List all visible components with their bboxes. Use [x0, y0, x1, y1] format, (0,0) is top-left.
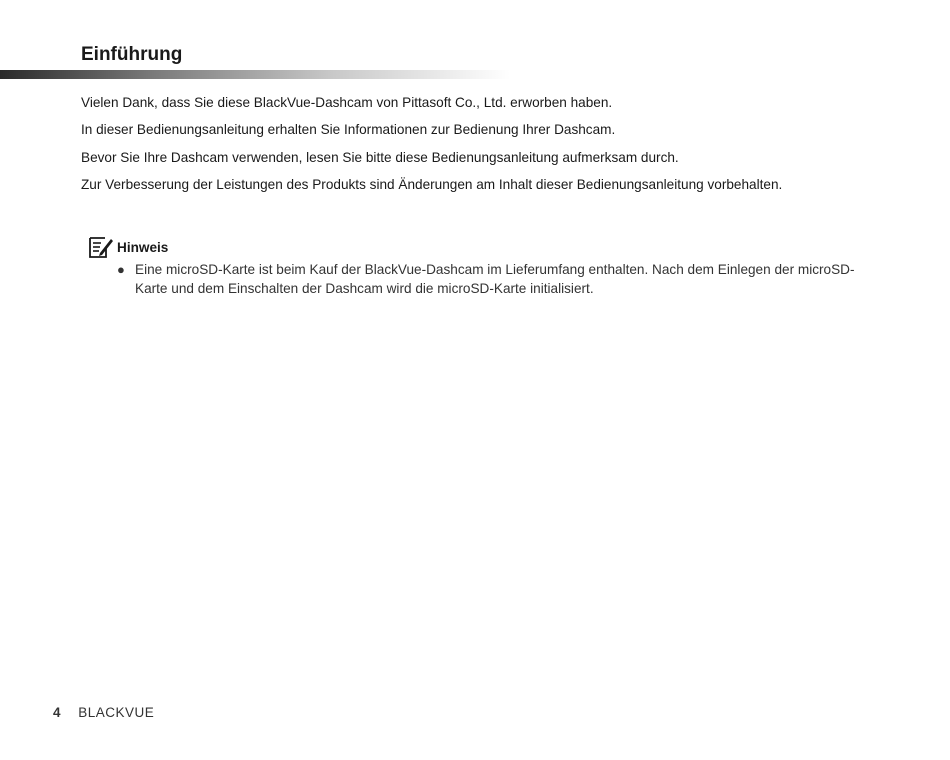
intro-paragraph: In dieser Bedienungsanleitung erhalten Sie Informationen zur Bedienung Ihrer Dashcam. — [81, 122, 616, 138]
intro-paragraph: Bevor Sie Ihre Dashcam verwenden, lesen Sie bitte diese Bedienungsanleitung aufmerksam durch. — [81, 149, 679, 165]
page-footer — [53, 705, 154, 720]
intro-paragraph: Zur Verbesserung der Leistungen des Produkts sind Änderungen am Inhalt dieser Bedienungsanleitung vorbehalten. — [81, 176, 783, 192]
note-title: Hinweis — [117, 240, 169, 255]
page-title: Einführung — [81, 44, 183, 65]
title-gradient-rule — [0, 70, 510, 79]
note-item-text: Eine microSD-Karte ist beim Kauf der BlackVue-Dashcam im Lieferumfang enthalten. Nach dem Einlegen der microSD-Karte und dem Einschalten der Dashcam wird die microSD-Karte initialisiert. — [135, 262, 855, 296]
list-item — [117, 260, 877, 298]
note-list — [117, 260, 877, 298]
intro-paragraph: Vielen Dank, dass Sie diese BlackVue-Dashcam von Pittasoft Co., Ltd. erworben haben. — [81, 95, 613, 110]
note-pencil-icon — [88, 236, 114, 260]
bullet-icon: ● — [117, 262, 125, 277]
page-number: 4 — [53, 705, 61, 720]
footer-brand: BLACKVUE — [78, 705, 155, 720]
intro-section — [81, 94, 881, 203]
